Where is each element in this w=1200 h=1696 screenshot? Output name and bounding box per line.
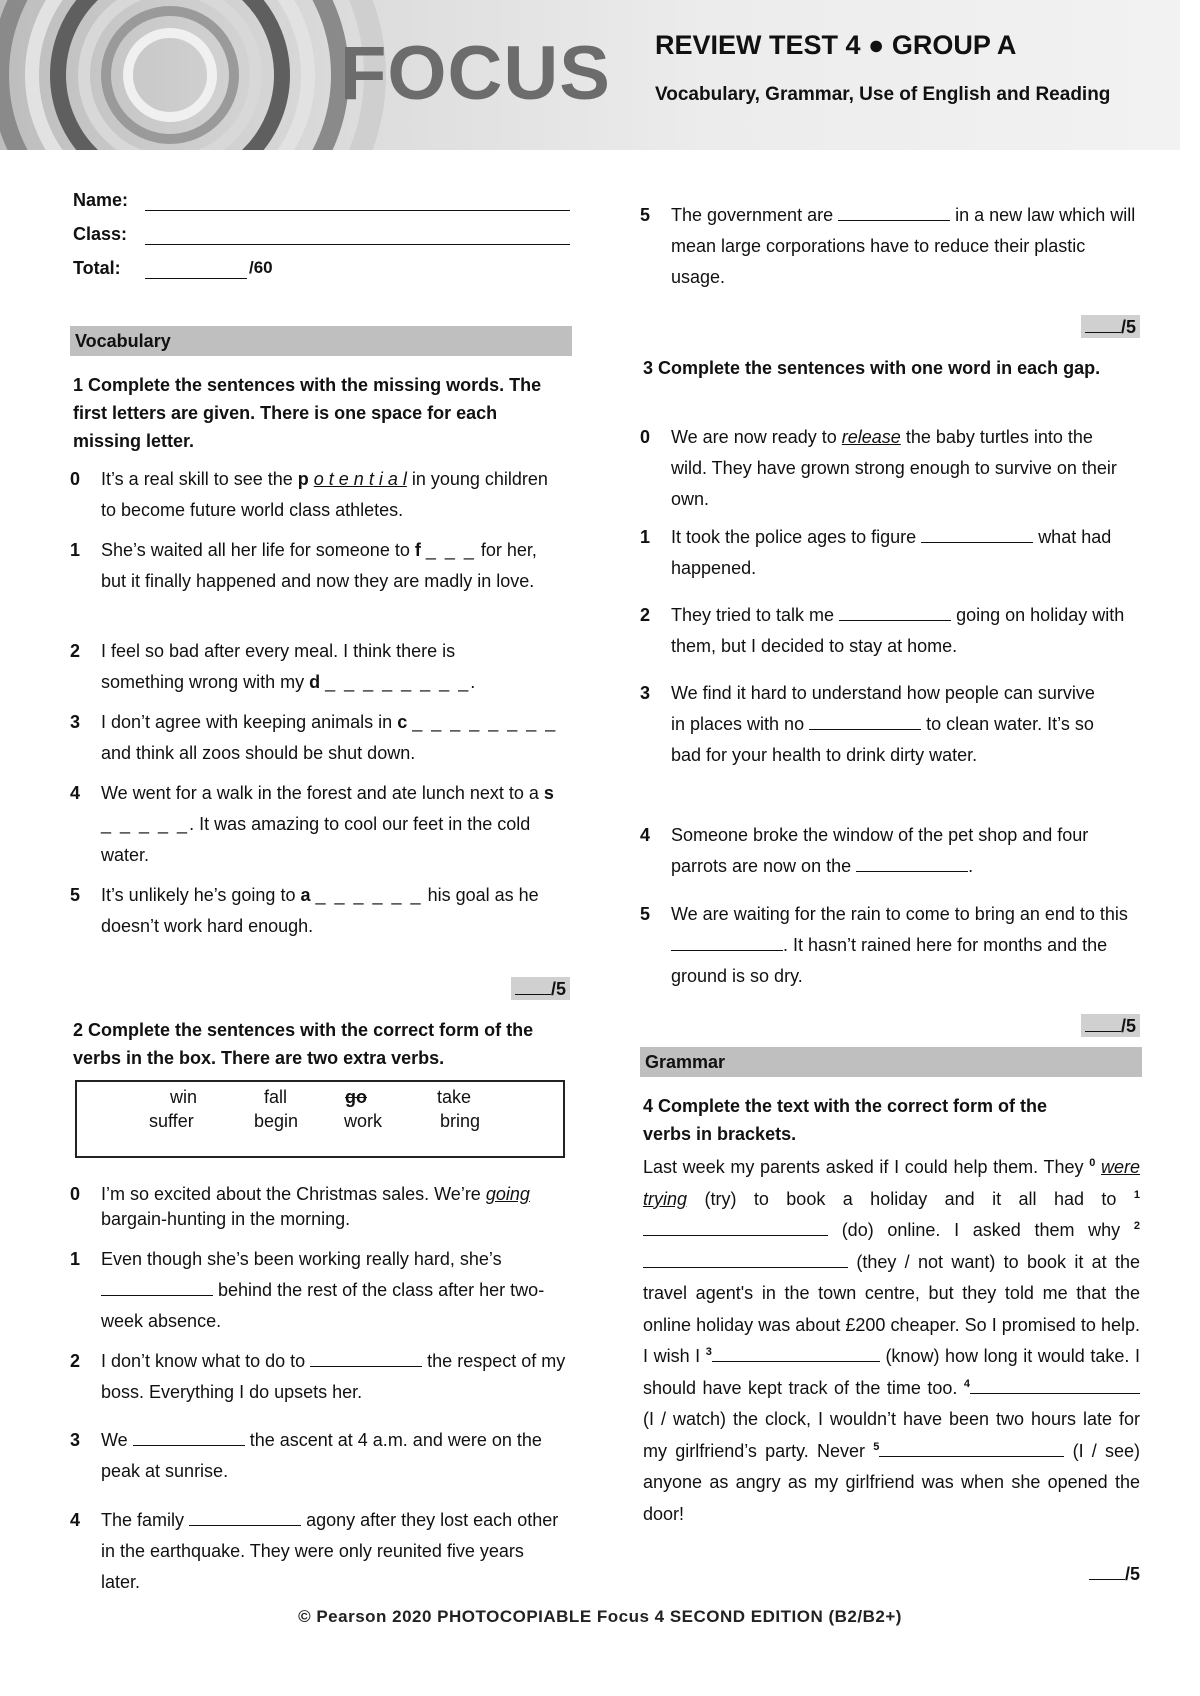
total-field[interactable] (145, 278, 247, 279)
task1-score[interactable]: /5 (510, 977, 570, 1000)
page-header (0, 0, 1180, 150)
task3-score[interactable]: /5 (1080, 1014, 1140, 1037)
answer-gap[interactable] (838, 203, 950, 221)
answer-gap[interactable] (879, 1439, 1064, 1457)
task1-item-0: 0 It’s a real skill to see the p o t e n t i a l in young children to become future world class athletes. (70, 469, 548, 520)
box-word-crossed-out: go (345, 1087, 367, 1107)
word-box (75, 1080, 565, 1158)
example-answer: going (485, 1184, 530, 1204)
task3-item-5: 5 We are waiting for the rain to come to bring an end to this . It hasn’t rained here for months and the ground is so dry. (640, 904, 1128, 986)
example-answer: release (841, 427, 901, 447)
example-answer: o t e n t i a l (313, 469, 407, 489)
test-title: REVIEW TEST 4 ● GROUP A (655, 30, 1017, 60)
name-label: Name: (73, 190, 129, 210)
task2-item-0: 0 I’m so excited about the Christmas sales. We’re going bargain-hunting in the morning. (70, 1184, 530, 1229)
letter-blanks[interactable]: _ _ _ _ _ (101, 814, 190, 834)
answer-gap[interactable] (856, 854, 968, 872)
task1-item-4: 4 We went for a walk in the forest and ate lunch next to a s _ _ _ _ _. It was amazing to cool our feet in the cold water. (70, 783, 554, 865)
section-vocabulary: Vocabulary (70, 326, 572, 356)
answer-gap[interactable] (101, 1278, 213, 1296)
box-word: suffer (149, 1111, 194, 1131)
example-answer: were trying (643, 1157, 1140, 1209)
class-label: Class: (73, 224, 128, 244)
box-word: win (170, 1087, 198, 1107)
answer-gap[interactable] (921, 525, 1033, 543)
task3-instruction: 3 Complete the sentences with one word in each gap. (643, 358, 1101, 378)
letter-blanks[interactable]: _ _ _ _ _ _ _ _ (325, 672, 471, 692)
task2-item-4: 4 The family agony after they lost each other in the earthquake. They were only reunited five years later. (70, 1510, 559, 1592)
answer-gap[interactable] (671, 933, 783, 951)
answer-gap[interactable] (839, 603, 951, 621)
answer-gap[interactable] (133, 1428, 245, 1446)
task4-text: Last week my parents asked if I could help them. They $^0$ were trying (try) to book a holiday and it all had to $^1$ (do) online. I asked them why $^2$ (they / not want) to book it at the travel agent's in the town centre, but they told me that the online holiday was about £200 cheaper. So I promised to help. I wish I $^3$ (know) how long it would take. I should have kept track of the time too. $^4$ (I / watch) the clock, I wouldn’t have been two hours late for my girlfriend’s party. Never $^5$ (I / see) anyone as angry as my girlfriend was when she opened the door! (643, 1157, 1140, 1524)
task2-item-5: 5 The government are in a new law which will mean large corporations have to reduce their plastic usage. (640, 205, 1136, 287)
task1-item-1: 1 She’s waited all her life for someone to f _ _ _ for her, but it finally happened and now they are madly in love. (70, 540, 537, 591)
task2-item-1: 1 Even though she’s been working really hard, she’s behind the rest of the class after her two-week absence. (70, 1249, 545, 1331)
task4-instruction: 4 Complete the text with the correct form of the verbs in brackets. (643, 1096, 1048, 1144)
task3-item-0: 0 We are now ready to release the baby turtles into the wild. They have grown strong enough to survive on their own. (640, 427, 1117, 509)
task1-item-3: 3 I don’t agree with keeping animals in c _ _ _ _ _ _ _ _ and think all zoos should be shut down. (70, 712, 558, 763)
task2-instruction: 2 Complete the sentences with the correct form of the verbs in the box. There are two extra verbs. (73, 1020, 534, 1068)
answer-gap[interactable] (970, 1376, 1140, 1394)
box-word: take (437, 1087, 472, 1107)
letter-blanks[interactable]: _ _ _ _ _ _ _ _ (412, 712, 558, 732)
circular-rings-graphic (0, 0, 390, 150)
box-word: fall (264, 1087, 288, 1107)
brand-logo: FOCUS (340, 31, 611, 116)
task3-item-2: 2 They tried to talk me going on holiday with them, but I decided to stay at home. (640, 605, 1125, 656)
answer-gap[interactable] (310, 1349, 422, 1367)
task4-score[interactable]: /5 (1080, 1562, 1140, 1585)
task1-item-5: 5 It’s unlikely he’s going to a _ _ _ _ _ _ his goal as he doesn’t work hard enough. (70, 885, 539, 936)
task3-item-4: 4 Someone broke the window of the pet shop and four parrots are now on the . (640, 825, 1089, 876)
answer-gap[interactable] (643, 1250, 848, 1268)
page-footer: © Pearson 2020 PHOTOCOPIABLE Focus 4 SECOND EDITION (B2/B2+) (298, 1607, 902, 1626)
letter-blanks[interactable]: _ _ _ _ _ _ (315, 885, 423, 905)
box-word: work (344, 1111, 383, 1131)
task2-item-3: 3 We the ascent at 4 a.m. and were on the peak at sunrise. (70, 1430, 542, 1481)
task1-instruction: 1 Complete the sentences with the missing words. The first letters are given. There is one space for each missing letter. (73, 375, 542, 451)
letter-blanks[interactable]: _ _ _ (425, 540, 476, 560)
box-word: begin (254, 1111, 299, 1131)
answer-gap[interactable] (809, 712, 921, 730)
answer-gap[interactable] (643, 1218, 828, 1236)
task2-item-2: 2 I don’t know what to do to the respect of my boss. Everything I do upsets her. (70, 1351, 566, 1402)
task3-item-3: 3 We find it hard to understand how people can survive in places with no to clean water. It’s so bad for your health to drink dirty water. (640, 683, 1095, 765)
task2-score[interactable]: /5 (1080, 315, 1140, 338)
total-label: Total: (73, 258, 121, 278)
task1-item-2: 2 I feel so bad after every meal. I think there is something wrong with my d _ _ _ _ _ _ _ _. (70, 641, 476, 692)
test-subtitle: Vocabulary, Grammar, Use of English and Reading (655, 84, 1111, 105)
box-word: bring (440, 1111, 481, 1131)
name-field[interactable] (145, 210, 570, 211)
section-grammar: Grammar (640, 1047, 1142, 1077)
class-field[interactable] (145, 244, 570, 245)
total-suffix: /60 (249, 258, 273, 277)
answer-gap[interactable] (712, 1344, 880, 1362)
answer-gap[interactable] (189, 1508, 301, 1526)
task3-item-1: 1 It took the police ages to figure what had happened. (640, 527, 1112, 578)
